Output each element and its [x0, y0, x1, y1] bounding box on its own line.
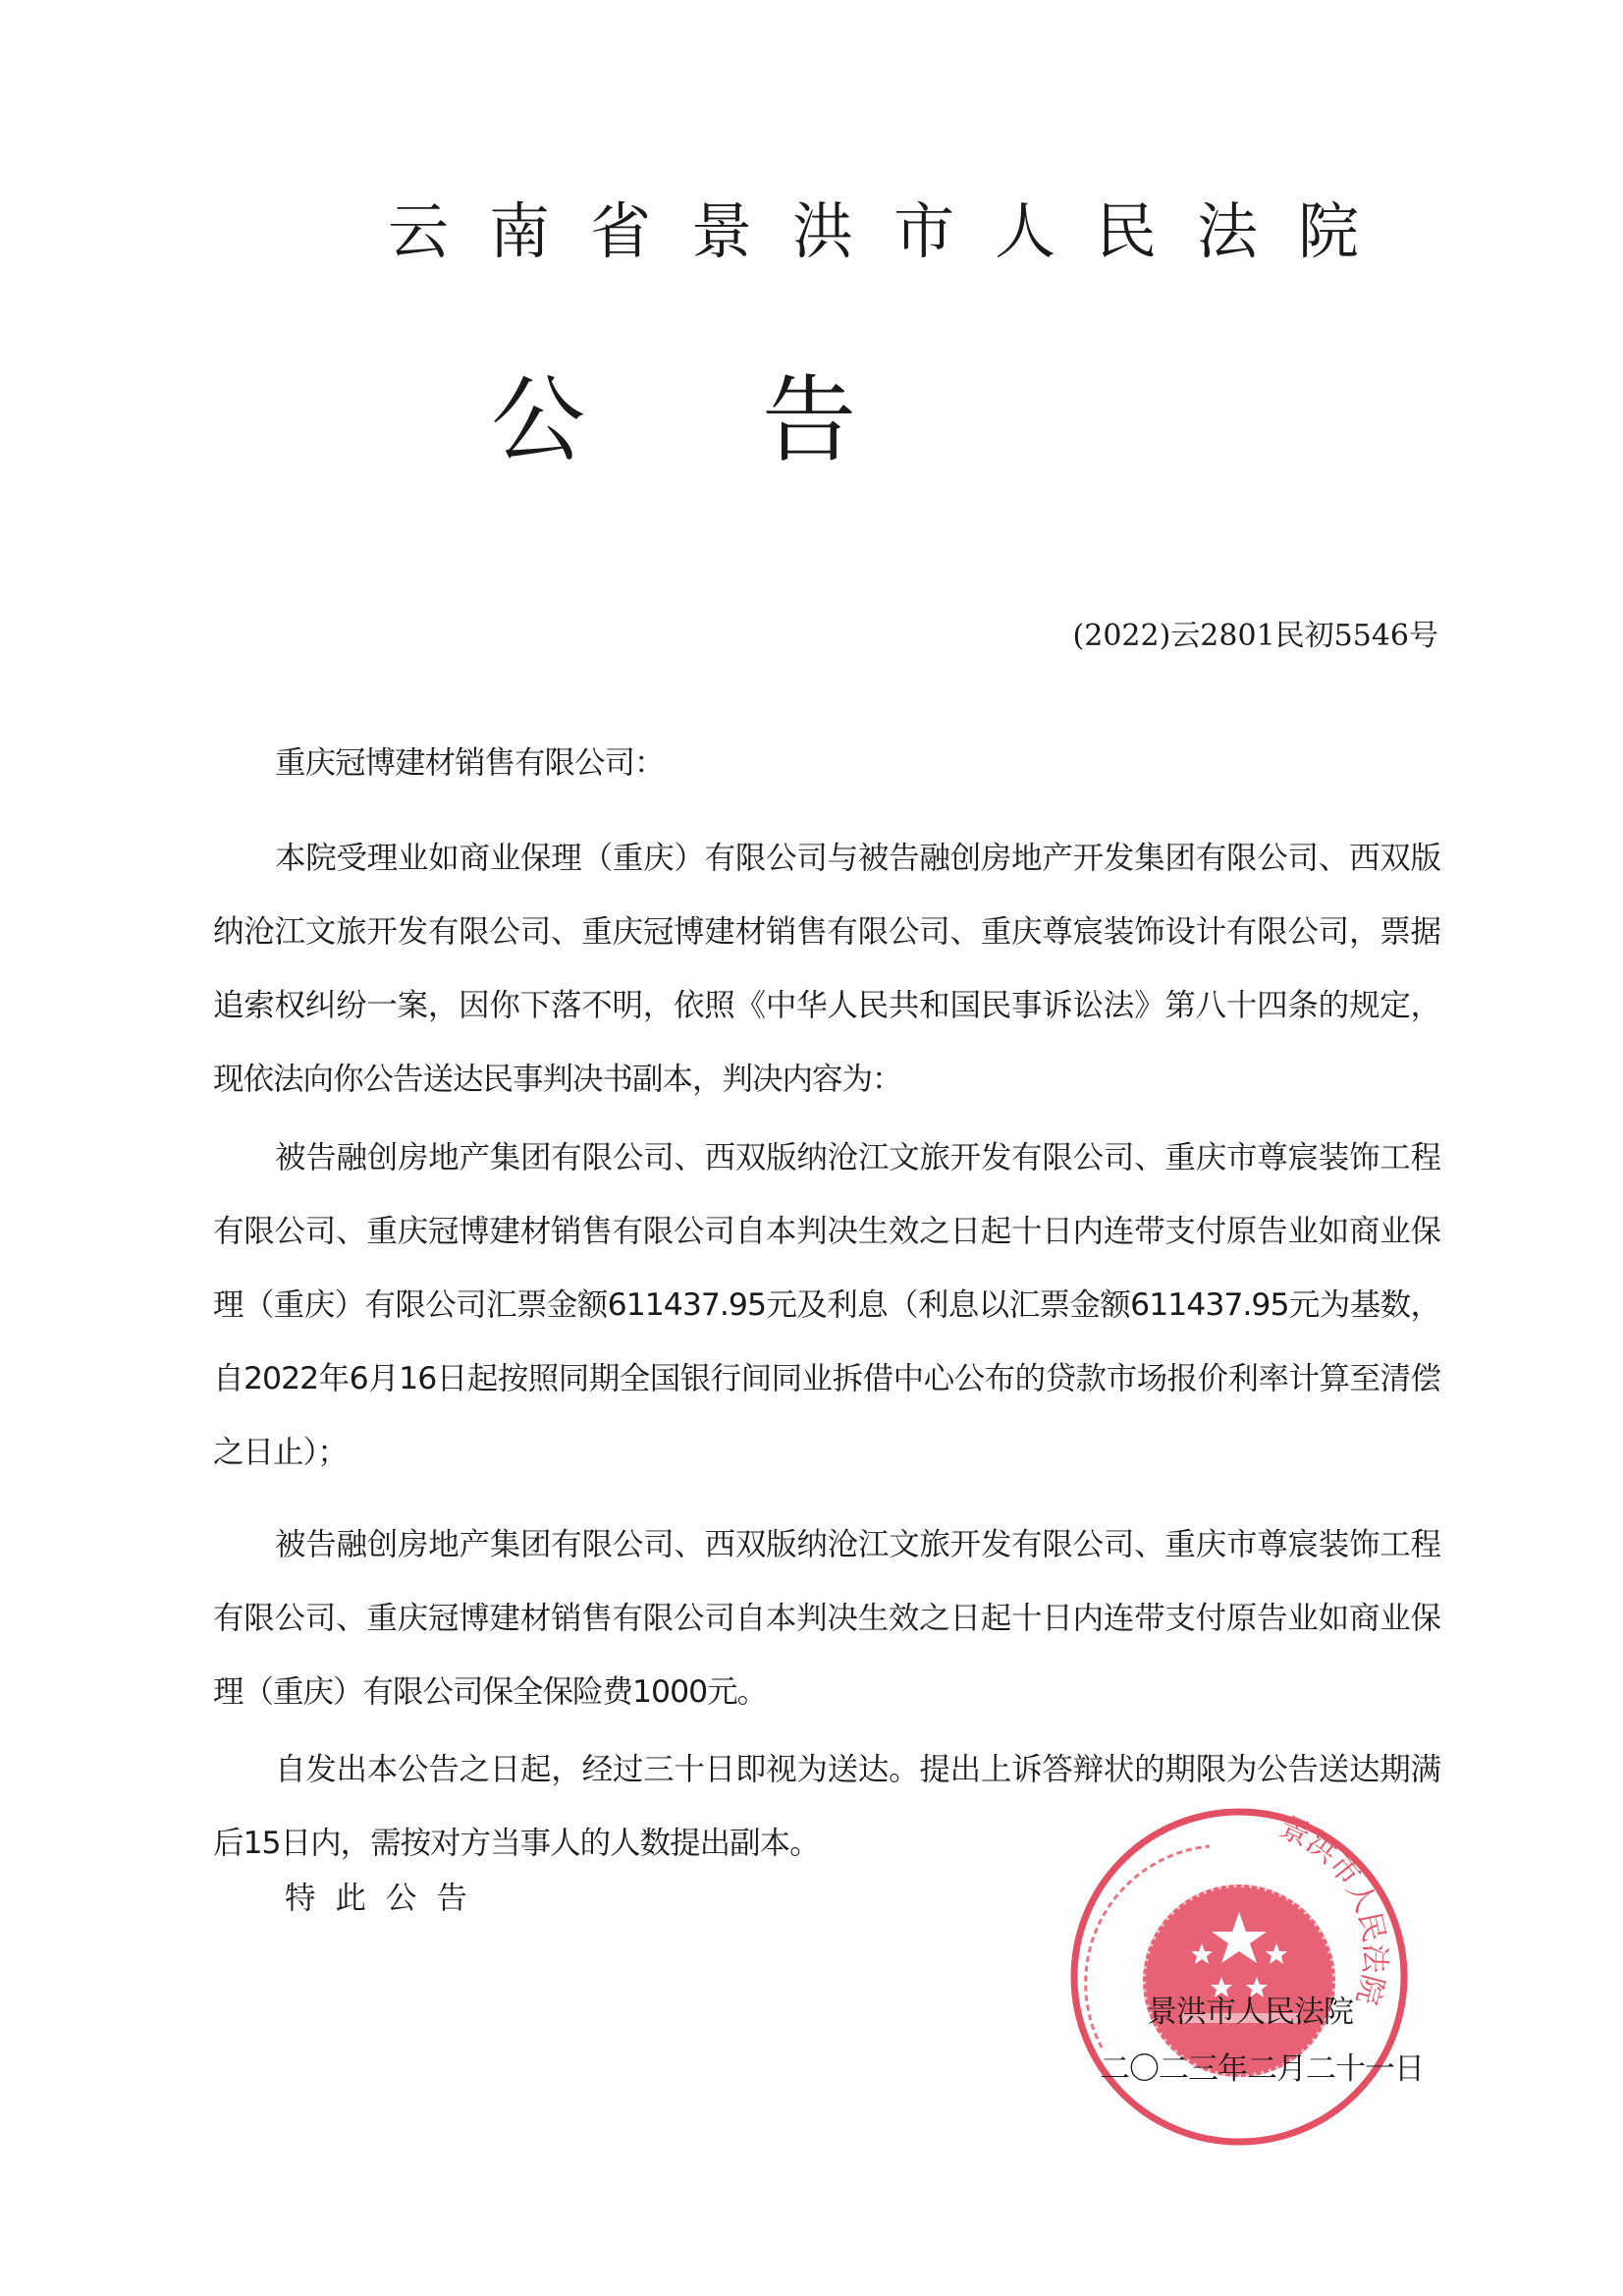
addressee: 重庆冠博建材销售有限公司： — [275, 745, 665, 781]
notice-body — [213, 822, 1440, 1117]
court-name-heading: 云南省景洪市人民法院 — [388, 195, 1400, 267]
closing-phrase: 特此公告 — [285, 1881, 488, 1916]
document-title — [491, 365, 856, 475]
signature-court-name: 景洪市人民法院 — [1147, 1995, 1353, 2030]
paragraph-judgment-1: 被告融创房地产集团有限公司、西双版纳沧江文旅开发有限公司、重庆市尊宸装饰工程有限公司、重庆冠博建材销售有限公司自本判决生效之日起十日内连带支付原告业如商业保理（重庆）有限公司汇票金额611437.95元及利息（利息以汇票金额611437.95元为基数，自2022年6月16日起按照同期全国银行间同业拆借中心公布的贷款市场报价利率计算至清偿之日止）； — [213, 1140, 1440, 1470]
paragraph-judgment-2: 被告融创房地产集团有限公司、西双版纳沧江文旅开发有限公司、重庆市尊宸装饰工程有限公司、重庆冠博建材销售有限公司自本判决生效之日起十日内连带支付原告业如商业保理（重庆）有限公司保全保险费1000元。 — [213, 1527, 1440, 1710]
paragraph-service-notice: 自发出本公告之日起，经过三十日即视为送达。提出上诉答辩状的期限为公告送达期满后15日内，需按对方当事人的人数提出副本。 — [213, 1752, 1440, 1861]
paragraph-case-intro: 本院受理业如商业保理（重庆）有限公司与被告融创房地产开发集团有限公司、西双版纳沧江文旅开发有限公司、重庆冠博建材销售有限公司、重庆尊宸装饰设计有限公司，票据追索权纠纷一案，因你下落不明，依照《中华人民共和国民事诉讼法》第八十四条的规定，现依法向你公告送达民事判决书副本，判决内容为： — [213, 841, 1440, 1097]
judgment-item-2-block — [213, 1508, 1440, 1729]
title-char-1: 公 — [491, 365, 585, 475]
title-char-2: 告 — [762, 365, 856, 475]
signature-block — [1070, 1984, 1424, 2098]
court-seal — [1062, 1802, 1416, 2156]
case-number: (2022)云2801民初5546号 — [1072, 619, 1438, 653]
signature-date: 二〇二三年二月二十一日 — [1100, 2051, 1424, 2087]
judgment-item-1-block — [213, 1121, 1440, 1490]
seal-text: 景洪市人民法院 — [1273, 1810, 1392, 2009]
